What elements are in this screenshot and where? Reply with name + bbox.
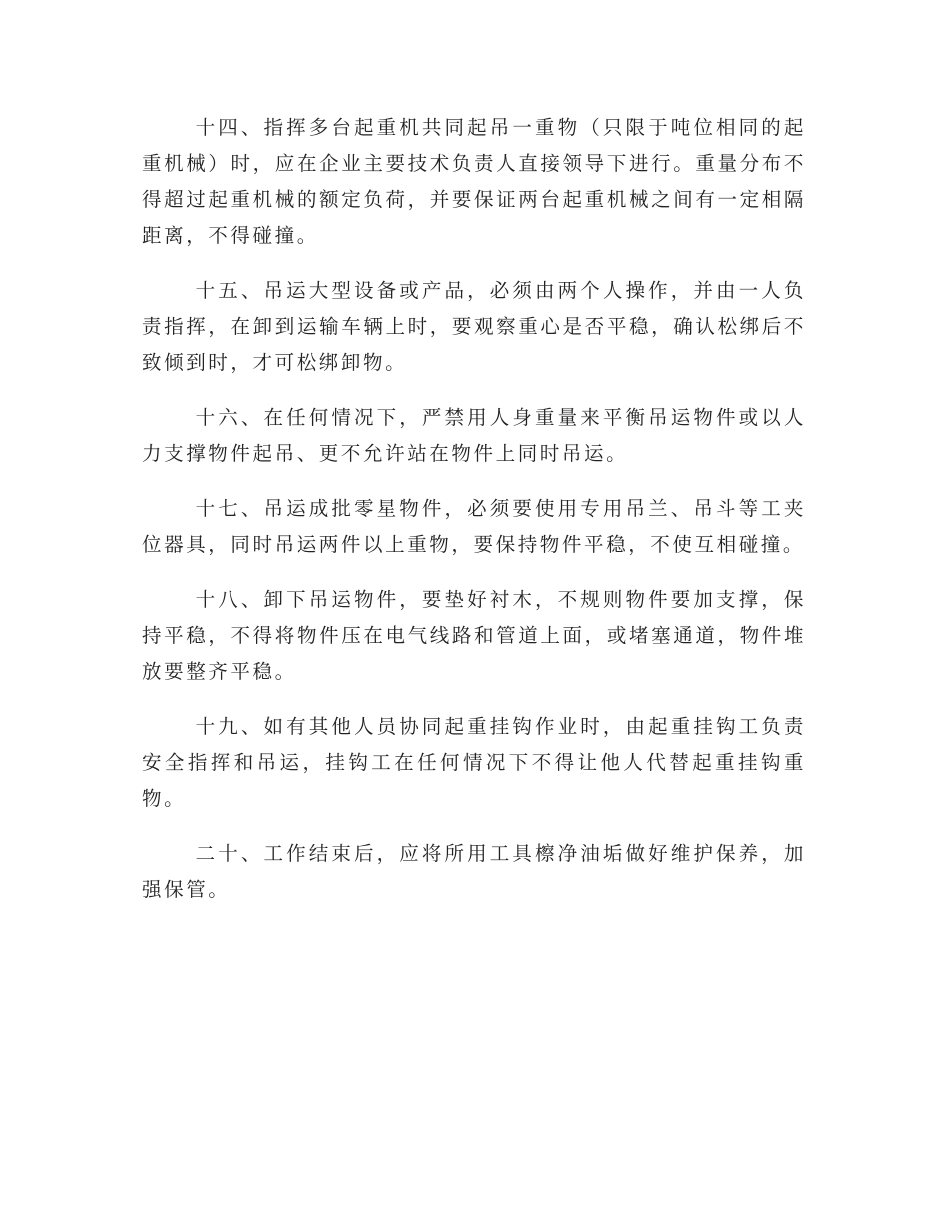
document-body: [142, 110, 806, 927]
paragraph-19: 十九、如有其他人员协同起重挂钩作业时，由起重挂钩工负责安全指挥和吊运，挂钩工在任何情况下不得让他人代替起重挂钩重物。: [142, 715, 806, 810]
paragraph-17: 十七、吊运成批零星物件，必须要使用专用吊兰、吊斗等工夹位器具，同时吊运两件以上重物，要保持物件平稳，不使互相碰撞。: [142, 497, 806, 556]
paragraph-15: 十五、吊运大型设备或产品，必须由两个人操作，并由一人负责指挥，在卸到运输车辆上时，要观察重心是否平稳，确认松绑后不致倾到时，才可松绑卸物。: [142, 279, 806, 374]
paragraph-14: 十四、指挥多台起重机共同起吊一重物（只限于吨位相同的起重机械）时，应在企业主要技术负责人直接领导下进行。重量分布不得超过起重机械的额定负荷，并要保证两台起重机械之间有一定相隔距离，不得碰撞。: [142, 116, 806, 247]
paragraph-20: 二十、工作结束后，应将所用工具檫净油垢做好维护保养，加强保管。: [142, 842, 806, 901]
paragraph-16: 十六、在任何情况下，严禁用人身重量来平衡吊运物件或以人力支撑物件起吊、更不允许站在物件上同时吊运。: [142, 406, 806, 465]
paragraph-18: 十八、卸下吊运物件，要垫好衬木，不规则物件要加支撑，保持平稳，不得将物件压在电气线路和管道上面，或堵塞通道，物件堆放要整齐平稳。: [142, 588, 806, 683]
